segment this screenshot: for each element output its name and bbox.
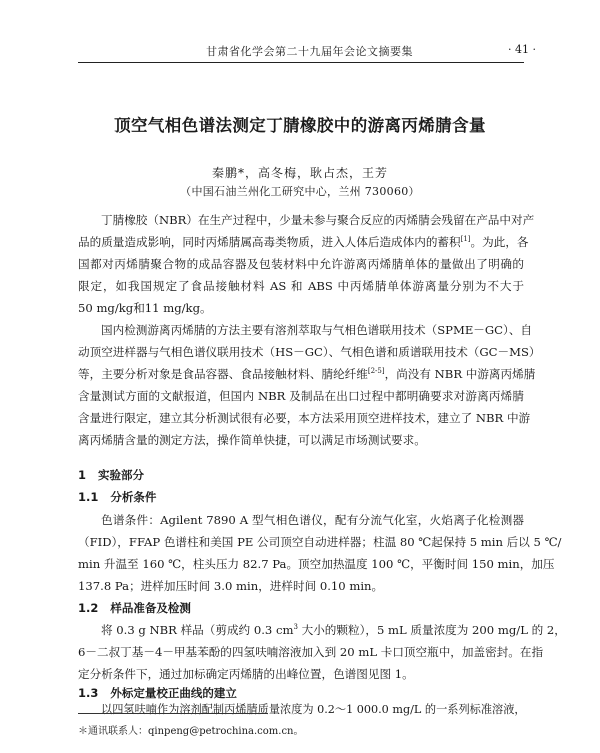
section-1-2-heading: 1.2 样品准备及检测 xyxy=(78,601,191,615)
page-number: · 41 · xyxy=(508,43,536,56)
footnote-rule xyxy=(78,713,268,714)
intro-p1-line: 50 mg/kg和11 mg/kg。 xyxy=(78,301,212,315)
intro-p2-line: 国内检测游离丙烯腈的方法主要有溶剂萃取与气相色谱联用技术（SPME－GC）、自 xyxy=(101,323,533,337)
citation: [2-5] xyxy=(367,367,385,376)
intro-p2-line: 等，主要分析对象是食品容器、食品接触材料、腈纶纤维[2-5]，尚没有 NBR 中游离丙烯腈 xyxy=(78,367,536,381)
affiliation: （中国石油兰州化工研究中心，兰州 730060） xyxy=(180,185,420,198)
section-1-1-heading: 1.1 分析条件 xyxy=(78,490,157,504)
journal-header: 甘肃省化学会第二十九届年会论文摘要集 xyxy=(206,45,413,58)
article-title: 顶空气相色谱法测定丁腈橡胶中的游离丙烯腈含量 xyxy=(114,116,486,135)
authors: 秦鹏*，高冬梅，耿占杰，王芳 xyxy=(211,166,388,180)
s12-line: 6－二叔丁基－4－甲基苯酚的四氢呋喃溶液加入到 20 mL 卡口顶空瓶中，加盖密封。在指 xyxy=(78,645,544,659)
section-1-heading: 1 实验部分 xyxy=(78,468,145,482)
s11-line: 色谱条件：Agilent 7890 A 型气相色谱仪，配有分流气化室，火焰离子化检测器 xyxy=(101,513,524,527)
intro-p2-line: 含量进行限定，建立其分析测试很有必要，本方法采用顶空进样技术，建立了 NBR 中游 xyxy=(78,411,531,425)
s12-line: 将 0.3 g NBR 样品（剪成约 0.3 $cm^3$ 大小的颗粒），5 mL 质量浓度为 200 mg/L 的 2， xyxy=(101,623,566,637)
intro-p1-line: 国都对丙烯腈聚合物的成品容器及包装材料中允许游离丙烯腈单体的量做出了明确的 xyxy=(78,257,524,271)
s11-line: min 升温至 160 ℃，柱头压力 82.7 Pa。顶空加热温度 100 ℃，平衡时间 150 min，加压 xyxy=(78,557,555,571)
intro-p1-line: 限定，如我国规定了食品接触材料 AS 和 ABS 中丙烯腈单体游离量分别为不大于 xyxy=(78,279,524,293)
s12-line: 定分析条件下，通过加标确定丙烯腈的出峰位置，色谱图见图 1。 xyxy=(78,667,414,681)
intro-p2-line: 离丙烯腈含量的测定方法，操作简单快捷，可以满足市场测试要求。 xyxy=(78,433,426,447)
s11-line: 137.8 Pa；进样加压时间 3.0 min，进样时间 0.10 min。 xyxy=(78,579,384,593)
section-1-3-heading: 1.3 外标定量校正曲线的建立 xyxy=(78,686,237,700)
s11-line: （FID），FFAP 色谱柱和美国 PE 公司顶空自动进样器；柱温 80 ℃起保持 5 min 后以 5 ℃/ xyxy=(78,535,562,549)
header-rule xyxy=(78,62,524,63)
intro-p1-line: 丁腈橡胶（NBR）在生产过程中，少量未参与聚合反应的丙烯腈会残留在产品中对产 xyxy=(101,213,535,227)
intro-p1-line: 品的质量造成影响，同时丙烯腈属高毒类物质，进入人体后造成体内的蓄积[1]。为此，各 xyxy=(78,235,529,249)
intro-p2-line: 动顶空进样器与气相色谱仪联用技术（HS－GC）、气相色谱和质谱联用技术（GC－MS） xyxy=(78,345,541,359)
intro-p2-line: 含量测试方面的文献报道，但国内 NBR 及制品在出口过程中都明确要求对游离丙烯腈 xyxy=(78,389,524,403)
s13-line: 以四氢呋喃作为溶剂配制丙烯腈质量浓度为 0.2～1 000.0 mg/L 的一系列标准溶液， xyxy=(101,703,526,716)
footnote: ＊通讯联系人：qinpeng@petrochina.com.cn。 xyxy=(78,726,304,737)
citation: [1] xyxy=(460,235,471,244)
